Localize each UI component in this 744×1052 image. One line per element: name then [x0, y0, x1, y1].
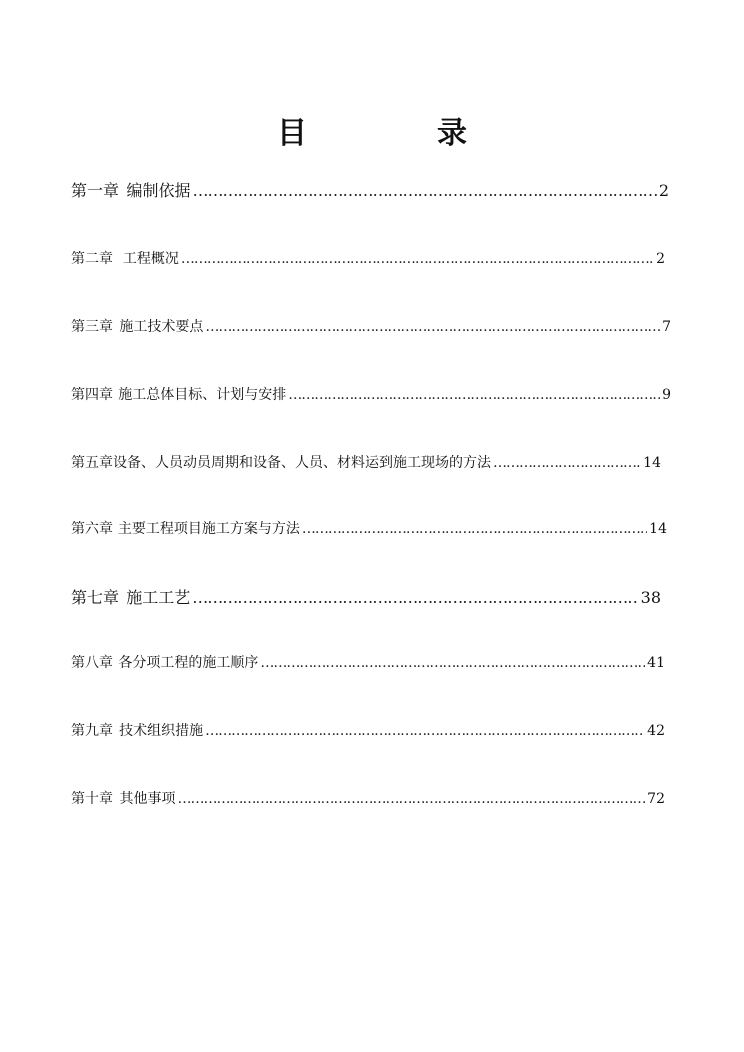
toc-chapter: 第四章 [71, 387, 113, 403]
toc-entry-6 [71, 518, 667, 538]
toc-chapter: 第八章 [71, 655, 113, 671]
toc-title: 各分项工程的施工顺序 [118, 655, 259, 671]
page-title [0, 108, 744, 152]
toc-entry-2 [71, 248, 665, 268]
toc-chapter: 第九章 [71, 723, 113, 739]
toc-entry-9 [71, 720, 665, 740]
toc-chapter: 第七章 [71, 588, 120, 607]
toc-page-number: 2 [658, 181, 669, 200]
toc-entry-4 [71, 384, 671, 404]
toc-title: 施工技术要点 [119, 319, 204, 335]
toc-page-number: 38 [640, 588, 661, 607]
toc-title: 设备、人员动员周期和设备、人员、材料运到施工现场的方法 [113, 455, 491, 471]
toc-title: 施工工艺 [126, 588, 191, 607]
toc-title: 技术组织措施 [119, 723, 204, 739]
toc-entry-8 [71, 652, 665, 672]
title-char-2: 录 [437, 116, 467, 151]
toc-leader [192, 588, 638, 607]
toc-page-number: 42 [647, 723, 665, 739]
toc-chapter: 第一章 [71, 181, 120, 200]
toc-page-number: 14 [649, 521, 667, 537]
toc-entry-7 [71, 585, 661, 608]
toc-entry-1 [71, 178, 669, 201]
toc-page-number: 7 [662, 319, 671, 335]
toc-leader [493, 455, 641, 471]
toc-title: 其他事项 [119, 791, 176, 807]
toc-chapter: 第十章 [71, 791, 113, 807]
toc-entry-3 [71, 316, 671, 336]
toc-title: 工程概况 [122, 251, 179, 267]
toc-leader [193, 181, 657, 200]
toc-entry-5 [71, 452, 661, 472]
toc-page-number: 72 [647, 791, 665, 807]
toc-chapter: 第三章 [71, 319, 113, 335]
toc-title: 施工总体目标、计划与安排 [118, 387, 287, 403]
toc-leader [302, 521, 647, 537]
toc-page-number: 2 [656, 251, 665, 267]
toc-leader [181, 251, 654, 267]
toc-title: 主要工程项目施工方案与方法 [117, 521, 300, 537]
toc-entry-10 [71, 788, 665, 808]
toc-leader [205, 723, 645, 739]
toc-chapter: 第二章 [71, 251, 113, 267]
toc-leader [178, 791, 646, 807]
toc-page-number: 9 [662, 387, 671, 403]
toc-page-number: 41 [647, 655, 665, 671]
title-char-1: 目 [277, 116, 307, 151]
toc-leader [205, 319, 660, 335]
toc-page-number: 14 [643, 455, 661, 471]
toc-chapter: 第六章 [71, 521, 113, 537]
toc-chapter: 第五章 [71, 455, 113, 471]
toc-leader [260, 655, 645, 671]
toc-title: 编制依据 [126, 181, 191, 200]
toc-leader [288, 387, 660, 403]
